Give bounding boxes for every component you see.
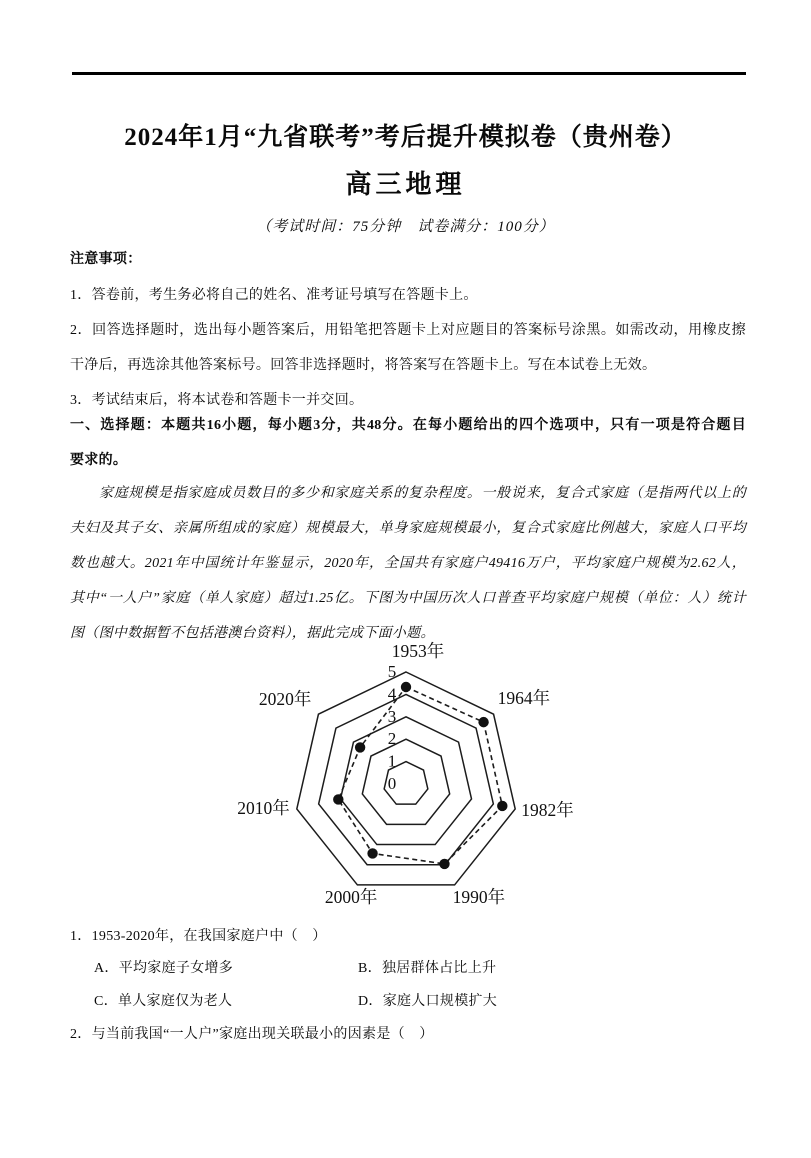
passage-line-4: 其中“一人户”家庭（单人家庭）超过1.25亿。下图为中国历次人口普查平均家庭户规模（单位：人）统计 — [70, 591, 746, 606]
svg-text:1953年: 1953年 — [391, 641, 445, 661]
question-1-option-d: D．家庭人口规模扩大 — [358, 994, 498, 1009]
question-1-option-a: A．平均家庭子女增多 — [94, 961, 234, 976]
page-title: 2024年1月“九省联考”考后提升模拟卷（贵州卷） — [124, 124, 687, 151]
page-subtitle: 高三地理 — [345, 170, 466, 199]
svg-text:2: 2 — [387, 729, 397, 749]
header-rule — [72, 72, 746, 75]
question-1-option-b: B．独居群体占比上升 — [358, 961, 497, 976]
svg-text:2020年: 2020年 — [258, 689, 312, 710]
svg-text:4: 4 — [387, 684, 397, 704]
exam-info-line: （考试时间：75分钟 试卷满分：100分） — [256, 219, 555, 235]
section-header-line-2: 要求的。 — [70, 453, 128, 468]
question-1-stem: 1．1953-2020年，在我国家庭户中（ ） — [70, 929, 327, 944]
svg-text:1: 1 — [387, 751, 397, 771]
notice-item-1: 1．答卷前，考生务必将自己的姓名、准考证号填写在答题卡上。 — [70, 288, 478, 303]
notice-item-2-line-2: 干净后，再选涂其他答案标号。回答非选择题时，将答案写在答题卡上。写在本试卷上无效。 — [70, 358, 657, 373]
svg-text:2010年: 2010年 — [237, 797, 290, 818]
question-2-stem: 2．与当前我国“一人户”家庭出现关联最小的因素是（ ） — [70, 1027, 434, 1042]
notice-item-2-line-1: 2．回答选择题时，选出每小题答案后，用铅笔把答题卡上对应题目的答案标号涂黑。如需改动，用橡皮擦 — [70, 323, 746, 338]
passage-line-3: 数也越大。2021年中国统计年鉴显示，2020年，全国共有家庭户49416万户，平均家庭户规模为2.62人， — [70, 556, 746, 571]
passage-line-5: 图（图中数据暂不包括港澳台资料），据此完成下面小题。 — [70, 626, 435, 641]
svg-text:5: 5 — [387, 662, 397, 681]
svg-text:1990年: 1990年 — [452, 886, 506, 907]
question-1-option-c: C．单人家庭仅为老人 — [94, 994, 233, 1009]
svg-text:0: 0 — [387, 774, 397, 793]
svg-text:2000年: 2000年 — [324, 886, 378, 907]
svg-text:3: 3 — [387, 706, 397, 726]
svg-text:1964年: 1964年 — [497, 688, 551, 709]
notices-label: 注意事项： — [70, 252, 142, 267]
section-header-line-1: 一、选择题：本题共16小题，每小题3分，共48分。在每小题给出的四个选项中，只有一项是符合题目 — [70, 418, 746, 433]
passage-line-1: 家庭规模是指家庭成员数目的多少和家庭关系的复杂程度。一般说来，复合式家庭（是指两代以上的 — [99, 486, 746, 501]
passage-line-2: 夫妇及其子女、亲属所组成的家庭）规模最大，单身家庭规模最小，复合式家庭比例越大，家庭人口平均 — [70, 521, 746, 536]
notice-item-3: 3．考试结束后，将本试卷和答题卡一并交回。 — [70, 393, 364, 408]
radar-chart — [166, 632, 646, 932]
svg-text:1982年: 1982年 — [521, 799, 574, 820]
